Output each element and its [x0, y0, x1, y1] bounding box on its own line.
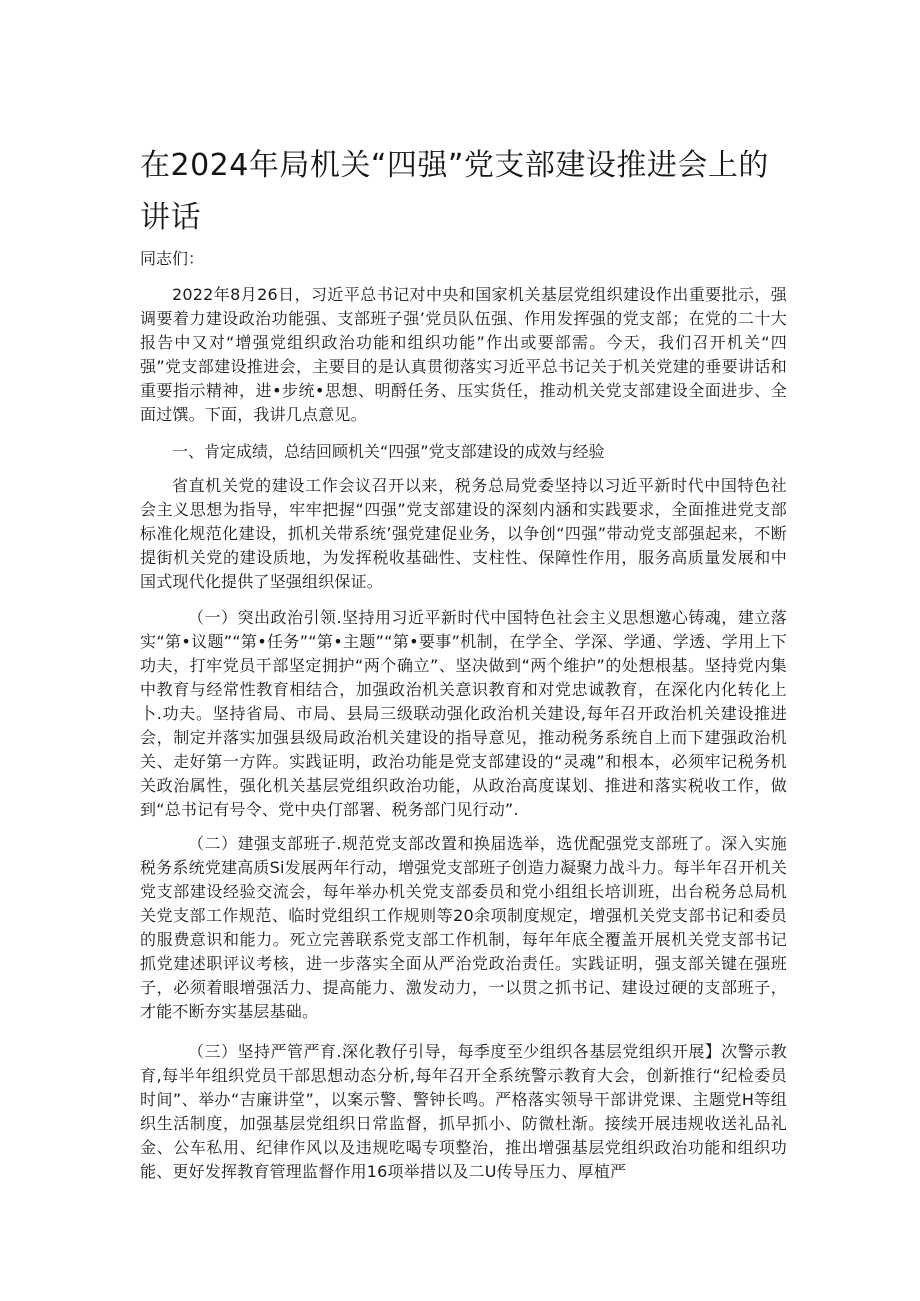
document-title: 在2024年局机关“四强”党支部建设推进会上的讲话	[140, 148, 769, 235]
paragraph-subsection-3: （三）坚持严管严育.深化教仔引导，每季度至少组织各基层党组织开展】次警示教育,每半年组织党员干部思想动态分析,每年召开全系统警示教育大会，创新推行“纪检委员时间”、举办“吉廉讲堂”，以案示警、警钟长鸣。严格落实领导干部讲党课、主题党H等组织生活制度，加强基层党组织日常监督，抓早抓小、防微杜渐。接续开展违规收送礼品礼金、公车私用、纪律作风以及违规吃喝专项整治，推出增强基层党组织政治功能和组织功能、更好发挥教育管理监督作用16项举措以及二U传导压力、厚植严	[140, 1042, 787, 1181]
paragraph-intro: 2022年8月26日，习近平总书记对中央和国家机关基层党组织建设作出重要批示，强调要着力建设政治功能强、支部班子强’党员队伍强、作用发挥强的党支部；在党的二十大报告中又对“增强党组织政治功能和组织功能”作出或要部需。今天，我们召开机关“四强”党支部建设推进会，主要目的是认真贯彻落实习近平总书记关于机关党建的垂要讲话和重要指示精神，进•步统•思想、明酹任务、压实货任，推动机关党支部建设全面进步、全面过馔。下面，我讲几点意见。	[140, 285, 787, 424]
paragraph-subsection-2: （二）建强支部班子.规范党支部改置和换届选举，选优配强党支部班了。深入实施税务系统党建高质Si发展两年行动，增强党支部班子创造力凝聚力战斗力。每半年召开机关党支部建设经验交流会，每年举办机关党支部委员和党小组组长培训班，出台税务总局机关党支部工作规范、临时党组织工作规则等20余项制度规定，增强机关党支部书记和委员的服费意识和能力。死立完善联系党支部工作机制，每年年底全覆盖开展机关党支部书记抓党建述职评议考核，进一步落实全面从严治党政治责任。实践证明，强支部关键在强班子，必须着眼增强活力、提高能力、激发动力，一以贯之抓书记、建设过硬的支部班子，才能不断夯实基层基础。	[140, 834, 787, 1021]
salutation: 同志们：	[140, 249, 205, 268]
section-heading-1: 一、肯定成绩，总结回顾机关“四强”党支部建设的成效与经验	[172, 442, 605, 461]
paragraph-section1-overview: 省直机关党的建设工作会议召开以来，税务总局党委坚持以习近平新时代中国特色社会主义思想为指导，牢牢把握“四强”党支部建设的深刻内涵和实践要求，全面推进党支部标准化规范化建设，抓机关带系统’强党建促业务，以争创“四强”带动党支部强起来，不断提街机关党的建设质地，为发挥税收基础性、支柱性、保障性作用，服务高质量发展和中国式现代化提供了坚强组织保证。	[140, 476, 787, 591]
paragraph-subsection-1: （一）突出政治引领.坚持用习近平新时代中国特色社会主义思想邀心铸魂，建立落实“第•议题”“第•任务”“第•主题”“第•要事”机制，在学全、学深、学通、学透、学用上下功夫，打牢党员干部坚定拥护“两个确立”、坚决做到“两个维护”的处想根基。坚持党内集中教育与经常性教育相结合，加强政治机关意识教育和对党忠诚教育，在深化内化转化上卜.功夫。坚持省局、市局、县局三级联动强化政治机关建设,每年召开政治机关建设推进会，制定并落实加强县级局政治机关建设的指导意见，推动税务系统自上而下建强政治机关、走好第一方阵。实践证明，政治功能是党支部建设的“灵魂”和根本，必须牢记税务机关政治属性，强化机关基层党组织政治功能，从政治高度谋划、推进和落实税收工作，做到“总书记有号令、党中央仃部署、税务部门见行动”.	[140, 608, 787, 819]
